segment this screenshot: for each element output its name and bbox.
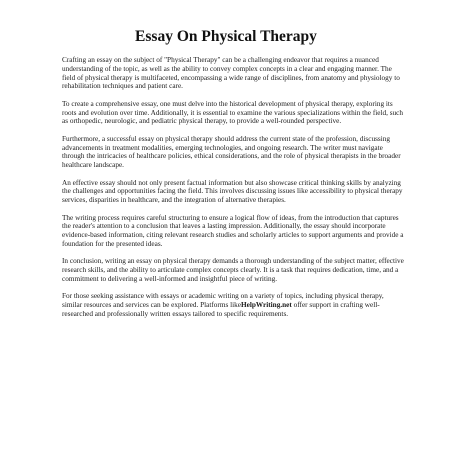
paragraph-closing xyxy=(62,292,404,318)
paragraph-5: The writing process requires careful structuring to ensure a logical flow of ideas, from the introduction that captures the reader's attention to a conclusion that leaves a lasting impression. Additionally, the essay should incorporate evidence-based information, citing relevant research studies and scholarly articles to support arguments and provide a foundation for the presented ideas. xyxy=(62,213,404,248)
paragraph-6: In conclusion, writing an essay on physical therapy demands a thorough understanding of the subject matter, effective research skills, and the ability to articulate complex concepts clearly. It is a task that requires dedication, time, and a commitment to delivering a well-informed and insightful piece of writing. xyxy=(62,257,404,283)
paragraph-1: Crafting an essay on the subject of "Physical Therapy" can be a challenging endeavor that requires a nuanced understanding of the topic, as well as the ability to convey complex concepts in a clear and engaging manner. The field of physical therapy is multifaceted, encompassing a wide range of disciplines, from anatomy and physiology to rehabilitation techniques and patient care. xyxy=(62,56,400,91)
paragraph-3: Furthermore, a successful essay on physical therapy should address the current state of the profession, discussing advancements in treatment modalities, emerging technologies, and ongoing research. The writer must navigate through the intricacies of healthcare policies, ethical considerations, and the role of physical therapists in the broader healthcare landscape. xyxy=(62,134,401,170)
page-title: Essay On Physical Therapy xyxy=(135,28,317,45)
closing-text-after: offer support in crafting well-researched and professionally written essays tailored to specific requirements. xyxy=(62,301,380,318)
closing-text-before: For those seeking assistance with essays or academic writing on a variety of topics, including physical therapy, similar resources and services can be explored. Platforms like xyxy=(62,292,384,310)
brand-name: HelpWriting.net xyxy=(240,301,292,310)
paragraph-4: An effective essay should not only present factual information but also showcase critical thinking skills by analyzing the challenges and opportunities facing the field. This involves discussing issues like accessibility to physical therapy services, disparities in healthcare, and the integration of alternative therapies. xyxy=(62,178,403,205)
paragraph-2: To create a comprehensive essay, one must delve into the historical development of physical therapy, exploring its roots and evolution over time. Additionally, it is essential to examine the various specializations within the field, such as orthopedic, neurologic, and pediatric physical therapy, to provide a well-rounded perspective. xyxy=(62,99,404,126)
essay-body xyxy=(62,56,404,327)
